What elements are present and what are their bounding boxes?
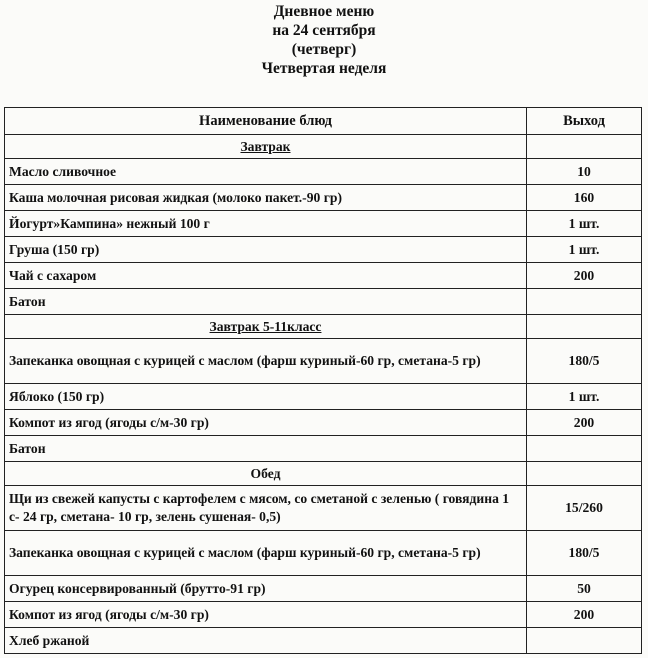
dish-yield: 10 [527,159,642,185]
dish-yield: 160 [527,185,642,211]
dish-yield: 180/5 [527,531,642,576]
dish-name: Батон [5,436,527,462]
dish-name: Огурец консервированный (брутто-91 гр) [5,576,527,602]
section-title-cell [5,135,527,159]
dish-yield [527,289,642,315]
dish-name: Чай с сахаром [5,263,527,289]
table-row [5,410,642,436]
header-week: Четвертая неделя [261,60,387,77]
table-row [5,237,642,263]
dish-yield: 180/5 [527,339,642,384]
dish-name: Запеканка овощная с курицей с маслом (фарш куриный-60 гр, сметана-5 гр) [5,339,527,384]
dish-name: Масло сливочное [5,159,527,185]
dish-yield: 1 шт. [527,211,642,237]
table-row [5,436,642,462]
section-title: Завтрак [240,138,291,154]
header-date: на 24 сентября [272,22,376,39]
menu-table [4,107,642,654]
dish-yield: 200 [527,263,642,289]
section-title: Завтрак 5-11класс [209,318,322,334]
dish-name: Компот из ягод (ягоды с/м-30 гр) [5,410,527,436]
table-header-row [5,108,642,135]
table-row [5,531,642,576]
dish-name: Йогурт»Кампина» нежный 100 г [5,211,527,237]
dish-yield: 15/260 [527,486,642,531]
dish-name: Каша молочная рисовая жидкая (молоко пакет.-90 гр) [5,185,527,211]
dish-yield: 1 шт. [527,237,642,263]
dish-yield: 200 [527,602,642,628]
dish-yield [527,436,642,462]
header-weekday: (четверг) [291,41,357,58]
header-title: Дневное меню [273,3,375,20]
table-row [5,339,642,384]
section-title-cell [5,315,527,339]
menu-header [0,2,648,78]
table-row [5,384,642,410]
table-row [5,576,642,602]
section-yield-cell [527,135,642,159]
dish-yield [527,628,642,654]
table-row [5,289,642,315]
dish-name: Яблоко (150 гр) [5,384,527,410]
dish-name: Хлеб ржаной [5,628,527,654]
table-row [5,602,642,628]
table-row [5,159,642,185]
section-title: Обед [250,465,281,481]
table-row [5,211,642,237]
table-row [5,486,642,531]
column-header-yield: Выход [527,108,642,135]
table-row [5,185,642,211]
dish-name: Щи из свежей капусты с картофелем с мясом, со сметаной с зеленью ( говядина 1 с- 24 гр, сметана- 10 гр, зелень сушеная- 0,5) [5,486,527,531]
table-row [5,628,642,654]
dish-yield: 50 [527,576,642,602]
section-yield-cell [527,462,642,486]
dish-yield: 200 [527,410,642,436]
table-row [5,263,642,289]
section-title-cell [5,462,527,486]
dish-name: Компот из ягод (ягоды с/м-30 гр) [5,602,527,628]
dish-yield: 1 шт. [527,384,642,410]
dish-name: Батон [5,289,527,315]
section-row [5,315,642,339]
dish-name: Груша (150 гр) [5,237,527,263]
section-row [5,462,642,486]
section-row [5,135,642,159]
column-header-name: Наименование блюд [5,108,527,135]
dish-name: Запеканка овощная с курицей с маслом (фарш куриный-60 гр, сметана-5 гр) [5,531,527,576]
section-yield-cell [527,315,642,339]
menu-body [5,135,642,654]
